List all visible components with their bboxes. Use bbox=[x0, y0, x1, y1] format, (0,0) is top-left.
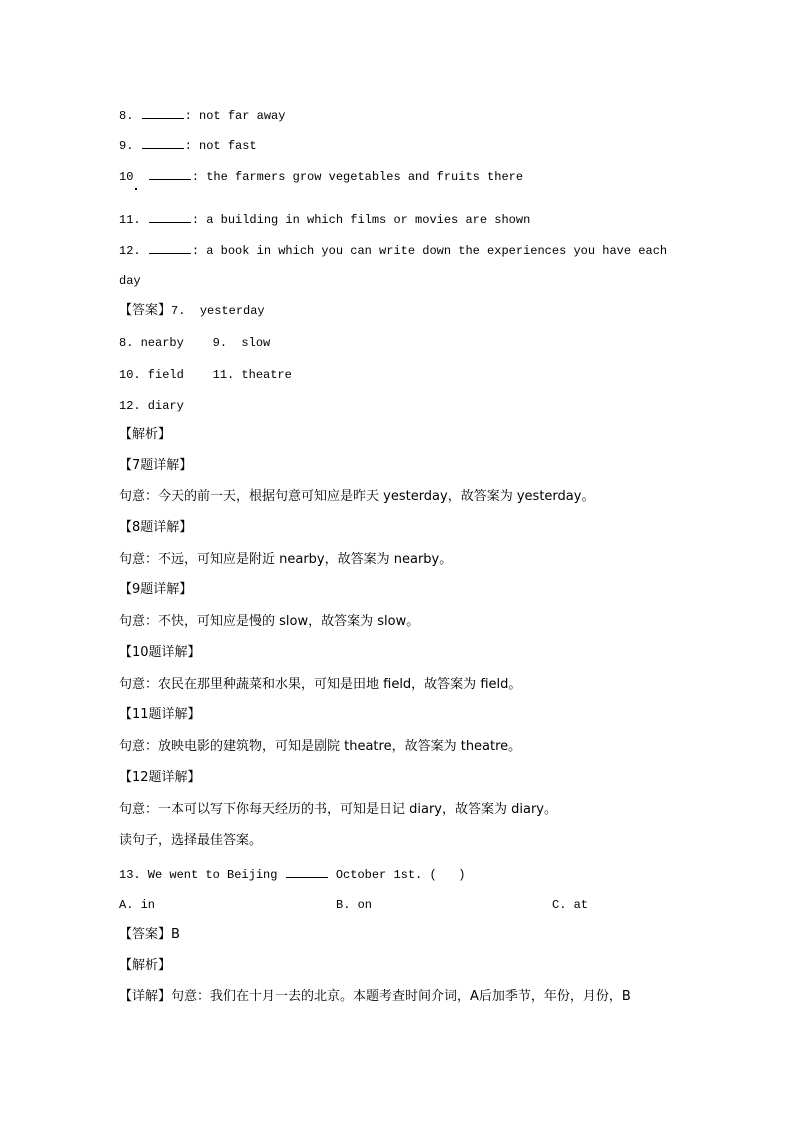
detail-text-11: 句意：放映电影的建筑物，可知是剧院 theatre，故答案为 theatre。 bbox=[119, 739, 522, 754]
detail-heading-10: 【10题详解】 bbox=[119, 645, 201, 660]
question-12-continuation: day bbox=[119, 274, 141, 288]
detail-text-8: 句意：不远，可知应是附近 nearby，故答案为 nearby。 bbox=[119, 552, 453, 567]
answer-10: 10. field bbox=[119, 368, 184, 382]
question-9 bbox=[119, 137, 257, 154]
answer-blank bbox=[149, 211, 191, 223]
question-definition: : a building in which films or movies are shown bbox=[191, 213, 531, 227]
section-instruction: 读句子，选择最佳答案。 bbox=[119, 833, 263, 848]
answer-7: 7. yesterday bbox=[171, 304, 265, 318]
detail-heading-11: 【11题详解】 bbox=[119, 707, 201, 722]
answer-blank bbox=[286, 866, 328, 878]
analysis-label: 【解析】 bbox=[119, 427, 172, 442]
answer-blank bbox=[142, 107, 184, 119]
detail-heading-12: 【12题详解】 bbox=[119, 770, 201, 785]
detail-text-9: 句意：不快，可知应是慢的 slow，故答案为 slow。 bbox=[119, 614, 420, 629]
option-c: C. at bbox=[552, 898, 589, 912]
question-number: 12. bbox=[119, 244, 141, 258]
question-13-answer: 【答案】B bbox=[119, 927, 180, 942]
answer-line-1 bbox=[119, 302, 265, 319]
answer-line-4: 12. diary bbox=[119, 399, 184, 413]
answer-label: 【答案】 bbox=[119, 303, 172, 318]
question-number: 9. bbox=[119, 139, 134, 153]
detail-heading-9: 【9题详解】 bbox=[119, 582, 193, 597]
answer-9: 9. slow bbox=[212, 336, 271, 350]
question-13-detail: 【详解】句意：我们在十月一去的北京。本题考查时间介词，A后加季节，年份，月份，B bbox=[119, 989, 631, 1004]
question-11 bbox=[119, 211, 530, 228]
detail-text-12: 句意：一本可以写下你每天经历的书，可知是日记 diary，故答案为 diary。 bbox=[119, 802, 558, 817]
question-number: 8. bbox=[119, 109, 134, 123]
answer-blank bbox=[149, 242, 191, 254]
question-10 bbox=[119, 168, 523, 185]
question-definition: : the farmers grow vegetables and fruits there bbox=[191, 170, 524, 184]
detail-heading-8: 【8题详解】 bbox=[119, 520, 193, 535]
question-12 bbox=[119, 242, 667, 259]
question-definition: : a book in which you can write down the experiences you have each bbox=[191, 244, 668, 258]
question-13-prefix: 13. We went to Beijing bbox=[119, 868, 278, 882]
question-8 bbox=[119, 107, 285, 124]
question-definition: : not far away bbox=[184, 109, 286, 123]
answer-line-3 bbox=[119, 367, 292, 383]
question-number: 10 bbox=[119, 170, 134, 184]
question-13-suffix: October 1st. ( ) bbox=[335, 868, 466, 882]
question-number: 11. bbox=[119, 213, 141, 227]
answer-11: 11. theatre bbox=[212, 368, 292, 382]
question-13 bbox=[119, 866, 465, 883]
detail-text-7: 句意：今天的前一天，根据句意可知应是昨天 yesterday，故答案为 yesterday。 bbox=[119, 489, 595, 504]
detail-heading-7: 【7题详解】 bbox=[119, 458, 193, 473]
answer-line-2 bbox=[119, 335, 270, 351]
option-a: A. in bbox=[119, 898, 156, 912]
question-13-analysis-label: 【解析】 bbox=[119, 958, 172, 973]
detail-text-10: 句意：农民在那里种蔬菜和水果，可知是田地 field，故答案为 field。 bbox=[119, 677, 522, 692]
answer-blank bbox=[149, 168, 191, 180]
stray-period bbox=[135, 188, 137, 190]
option-b: B. on bbox=[336, 898, 373, 912]
answer-blank bbox=[142, 137, 184, 149]
question-definition: : not fast bbox=[184, 139, 257, 153]
answer-8: 8. nearby bbox=[119, 336, 184, 350]
